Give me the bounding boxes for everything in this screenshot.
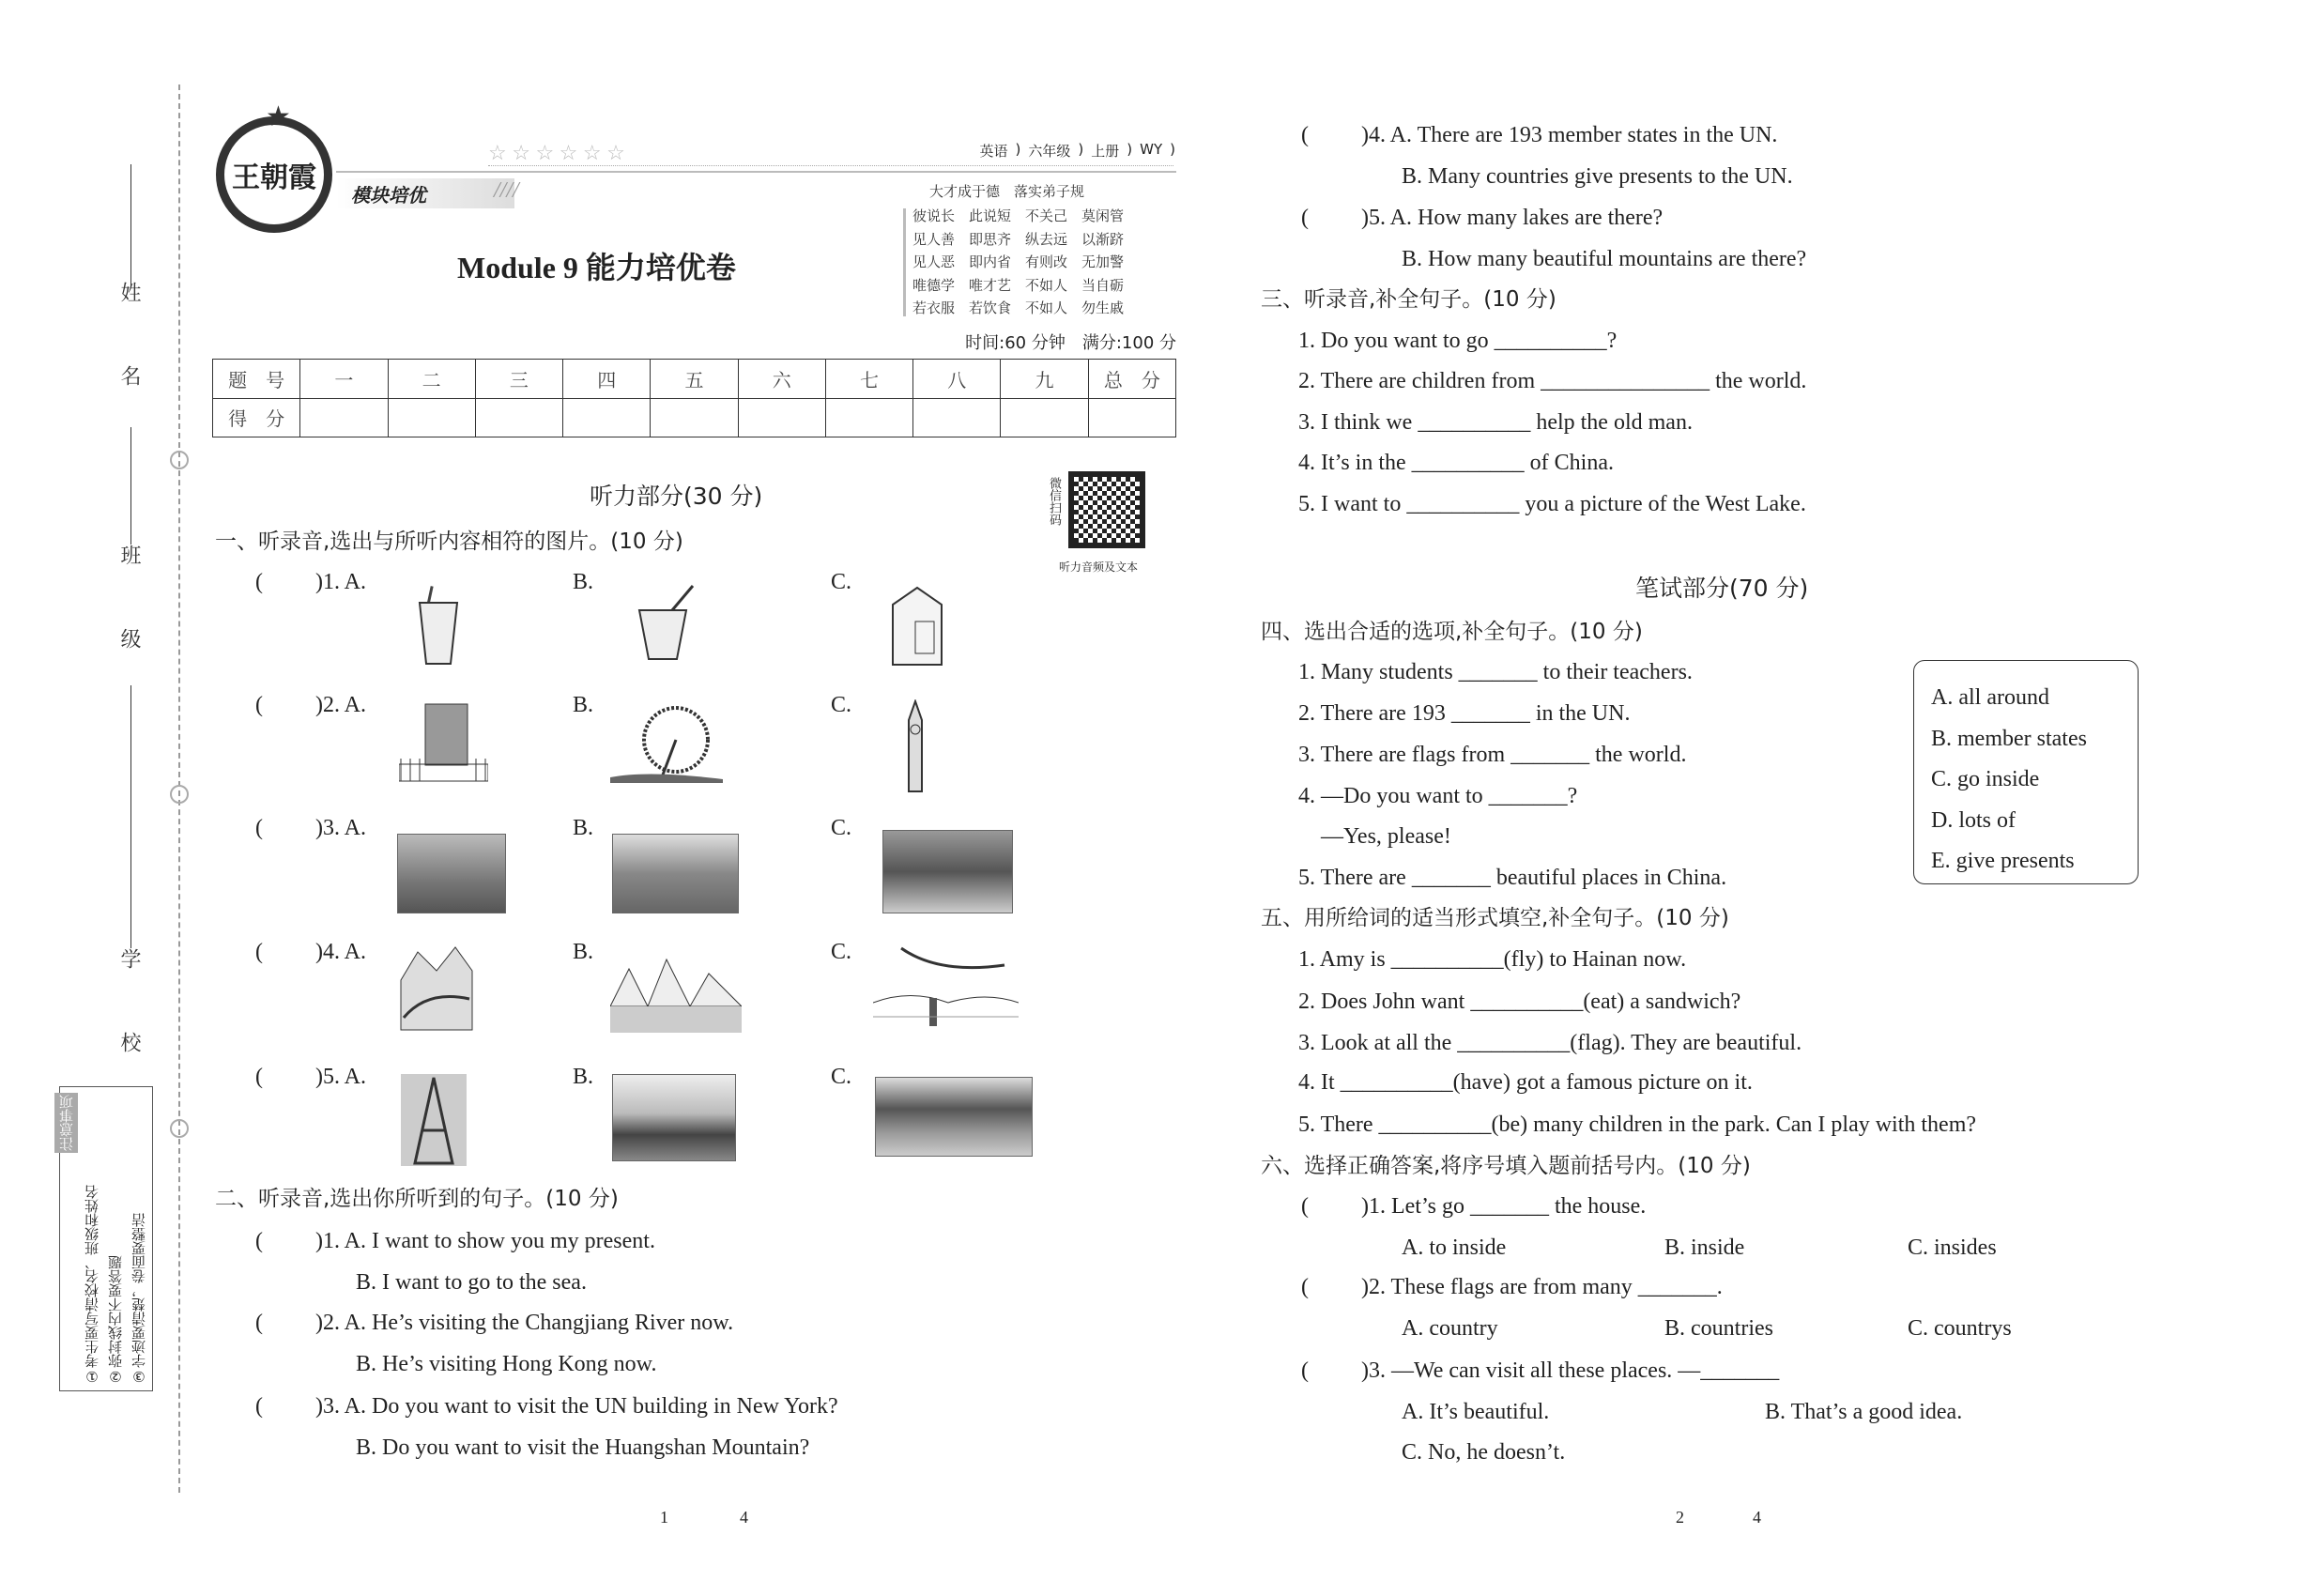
fill-sentence: 5. I want to __________ you a picture of the West Lake.	[1298, 492, 1806, 516]
fill-sentence: 1. Many students _______ to their teachers.	[1298, 660, 1693, 684]
school-label: 学 校	[117, 948, 141, 1081]
question-number: )3. A.	[315, 816, 366, 840]
tiananmen-photo	[875, 1077, 1033, 1157]
answer-bracket[interactable]: (	[255, 1065, 263, 1089]
answer-bracket[interactable]: (	[255, 1394, 263, 1419]
option-a: A. all around	[1931, 685, 2049, 710]
option-b: B. Many countries give presents to the UN.	[1402, 164, 1793, 189]
question: )2. These flags are from many _______.	[1361, 1275, 1723, 1299]
option-e: E. give presents	[1931, 849, 2075, 873]
answer-bracket[interactable]: (	[1301, 1358, 1309, 1383]
fill-sentence: 1. Do you want to go __________?	[1298, 329, 1618, 353]
banner-text: 模块培优	[351, 184, 426, 207]
fill-sentence: 4. It’s in the __________ of China.	[1298, 451, 1614, 475]
option-a: )5. A. How many lakes are there?	[1361, 206, 1664, 230]
answer-bracket[interactable]: (	[1301, 1275, 1309, 1299]
volume-tag: 上册	[1091, 143, 1120, 160]
option-b: B. He’s visiting Hong Kong now.	[356, 1352, 657, 1376]
fill-sentence: —Yes, please!	[1298, 824, 1451, 849]
written-heading: 笔试部分(70 分)	[1635, 575, 1809, 602]
notes-title: 注意事项	[54, 1093, 78, 1153]
poem: 彼说长 此说短 不关己 莫闲管 见人善 即思齐 纵去远 以渐跻 见人恶 即内省 有则改 无加警 唯德学 唯才艺 不如人 当自砺 若衣服 若饮食 不如人 勿生戚	[912, 207, 1125, 316]
ferris-wheel-image	[610, 704, 723, 784]
qr-caption: 听力音频及文本	[1059, 560, 1139, 574]
seal-mark	[170, 451, 189, 469]
grade-tag: 六年级	[1028, 143, 1071, 160]
fill-sentence: 4. —Do you want to _______?	[1298, 784, 1578, 808]
seal-mark	[170, 1119, 189, 1138]
note-1: ①考生要写清校名、班级和姓名	[84, 1185, 100, 1385]
time-info: 时间:60 分钟 满分:100 分	[965, 333, 1176, 353]
guilin-hills-photo	[612, 834, 739, 913]
option-b: B. I want to go to the sea.	[356, 1270, 587, 1295]
option-b-label[interactable]: B.	[573, 816, 594, 840]
fill-sentence: 3. Look at all the __________(flag). They are beautiful.	[1298, 1031, 1802, 1055]
big-ben-image	[901, 699, 929, 793]
section-5-title: 五、用所给词的适当形式填空,补全句子。(10 分)	[1261, 906, 1729, 930]
logo-text: 王朝霞	[232, 161, 316, 194]
subject-tags: 英语 ) 六年级 ) 上册 ) WY )	[979, 141, 1175, 160]
note-3: ③字迹要清楚，卷面要整洁	[130, 1213, 147, 1385]
section-6-title: 六、选择正确答案,将序号填入题前括号内。(10 分)	[1261, 1154, 1751, 1178]
choice-c: C. insides	[1908, 1235, 1997, 1260]
class-field[interactable]	[130, 427, 131, 545]
guilin-drawing	[610, 950, 742, 1035]
answer-bracket[interactable]: (	[255, 570, 263, 594]
option-b: B. How many beautiful mountains are there?	[1402, 247, 1807, 271]
fill-sentence: 5. There are _______ beautiful places in China.	[1298, 866, 1727, 890]
option-b: B. member states	[1931, 726, 2087, 751]
question-number: )5. A.	[315, 1065, 366, 1089]
option-b-label[interactable]: B.	[573, 693, 594, 717]
notes-box	[59, 1086, 153, 1391]
great-wall-drawing	[399, 943, 474, 1032]
fill-sentence: 3. I think we __________ help the old man.	[1298, 410, 1693, 435]
juice-cup-image	[415, 584, 462, 668]
qr-code[interactable]	[1068, 471, 1145, 548]
option-a: )2. A. He’s visiting the Changjiang River now.	[315, 1311, 734, 1335]
motto: 大才成于德 落实弟子规	[929, 183, 1085, 200]
option-c-label[interactable]: C.	[831, 816, 852, 840]
option-c-label[interactable]: C.	[831, 1065, 852, 1089]
section-4-title: 四、选出合适的选项,补全句子。(10 分)	[1261, 620, 1643, 644]
question-number: )1. A.	[315, 570, 366, 594]
name-field[interactable]	[130, 164, 131, 286]
options-box	[1913, 660, 2139, 884]
choice-a: A. country	[1402, 1316, 1498, 1341]
stars-dotted-line	[488, 165, 1173, 166]
listening-heading: 听力部分(30 分)	[590, 483, 763, 510]
page-title: Module 9 能力培优卷	[457, 251, 736, 284]
page-total: 4	[1753, 1508, 1761, 1527]
difficulty-stars: ☆ ☆ ☆ ☆ ☆ ☆	[488, 141, 625, 164]
fill-sentence: 5. There __________(be) many children in the park. Can I play with them?	[1298, 1113, 1977, 1137]
answer-bracket[interactable]: (	[1301, 123, 1309, 147]
option-c-label[interactable]: C.	[831, 940, 852, 964]
milk-carton-image	[887, 584, 947, 668]
section-3-title: 三、听录音,补全句子。(10 分)	[1261, 287, 1556, 312]
page-number: 2	[1676, 1508, 1684, 1527]
option-b-label[interactable]: B.	[573, 1065, 594, 1089]
page-number: 1	[660, 1508, 668, 1527]
name-label: 姓 名	[117, 282, 141, 414]
west-lake-drawing	[873, 946, 1019, 1031]
answer-bracket[interactable]: (	[1301, 206, 1309, 230]
poem-bar	[903, 208, 906, 316]
fill-sentence: 2. There are children from _______________ the world.	[1298, 369, 1807, 393]
answer-bracket[interactable]: (	[1301, 1194, 1309, 1219]
question: )1. Let’s go _______ the house.	[1361, 1194, 1647, 1219]
option-c-label[interactable]: C.	[831, 693, 852, 717]
question-number: )4. A.	[315, 940, 366, 964]
un-building-image	[399, 702, 488, 782]
tv-tower-photo	[401, 1074, 467, 1166]
option-c: C. go inside	[1931, 767, 2040, 791]
answer-bracket[interactable]: (	[255, 1311, 263, 1335]
star-icon: ★	[266, 101, 291, 132]
fill-sentence: 2. There are 193 _______ in the UN.	[1298, 701, 1631, 726]
choice-c: C. countrys	[1908, 1316, 2012, 1341]
answer-bracket[interactable]: (	[255, 816, 263, 840]
option-b: B. Do you want to visit the Huangshan Mountain?	[356, 1435, 810, 1460]
choice-b: B. countries	[1664, 1316, 1773, 1341]
river-valley-photo	[397, 834, 506, 913]
publisher-logo	[216, 101, 332, 233]
answer-bracket[interactable]: (	[255, 1229, 263, 1253]
fill-sentence: 4. It __________(have) got a famous picture on it.	[1298, 1070, 1753, 1095]
section-1-title: 一、听录音,选出与所听内容相符的图片。(10 分)	[215, 529, 683, 554]
option-a: )3. A. Do you want to visit the UN building in New York?	[315, 1394, 838, 1419]
fill-sentence: 3. There are flags from _______ the world.	[1298, 743, 1687, 767]
choice-b: B. That’s a good idea.	[1765, 1400, 1963, 1424]
option-b-label[interactable]: B.	[573, 940, 594, 964]
table-row: 得 分	[213, 398, 1176, 437]
option-d: D. lots of	[1931, 807, 2016, 833]
palace-photo	[882, 830, 1013, 913]
option-c-label[interactable]: C.	[831, 570, 852, 594]
page-total: 4	[740, 1508, 748, 1527]
seal-mark	[170, 785, 189, 804]
cola-cup-image	[635, 584, 700, 664]
banner	[336, 178, 519, 208]
fill-sentence: 1. Amy is __________(fly) to Hainan now.	[1298, 947, 1687, 972]
section-2-title: 二、听录音,选出你所听到的句子。(10 分)	[215, 1187, 619, 1211]
answer-bracket[interactable]: (	[255, 940, 263, 964]
table-row: 题 号 一 二 三 四 五 六 七 八 九 总 分	[213, 360, 1176, 399]
fill-sentence: 2. Does John want __________(eat) a sandwich?	[1298, 990, 1741, 1014]
option-b-label[interactable]: B.	[573, 570, 594, 594]
qr-label: 微信扫码	[1047, 477, 1061, 526]
class-label: 班 级	[117, 545, 141, 677]
edition-tag: WY	[1140, 141, 1163, 158]
choice-b: B. inside	[1664, 1235, 1745, 1260]
school-field[interactable]	[130, 685, 131, 948]
choice-a: A. to inside	[1402, 1235, 1507, 1260]
answer-bracket[interactable]: (	[255, 693, 263, 717]
score-table	[212, 359, 1176, 437]
shanghai-skyline-photo	[612, 1074, 736, 1161]
question: )3. —We can visit all these places. —_______	[1361, 1358, 1780, 1383]
choice-a: A. It’s beautiful.	[1402, 1400, 1550, 1424]
header-rule	[336, 171, 1176, 173]
option-a: )1. A. I want to show you my present.	[315, 1229, 655, 1253]
slash-decoration: ////	[494, 178, 519, 203]
subject-tag: 英语	[979, 143, 1008, 160]
option-a: )4. A. There are 193 member states in the UN.	[1361, 123, 1778, 147]
question-number: )2. A.	[315, 693, 366, 717]
note-2: ②弥封线内不要答题	[107, 1255, 124, 1385]
choice-c: C. No, he doesn’t.	[1402, 1440, 1566, 1465]
